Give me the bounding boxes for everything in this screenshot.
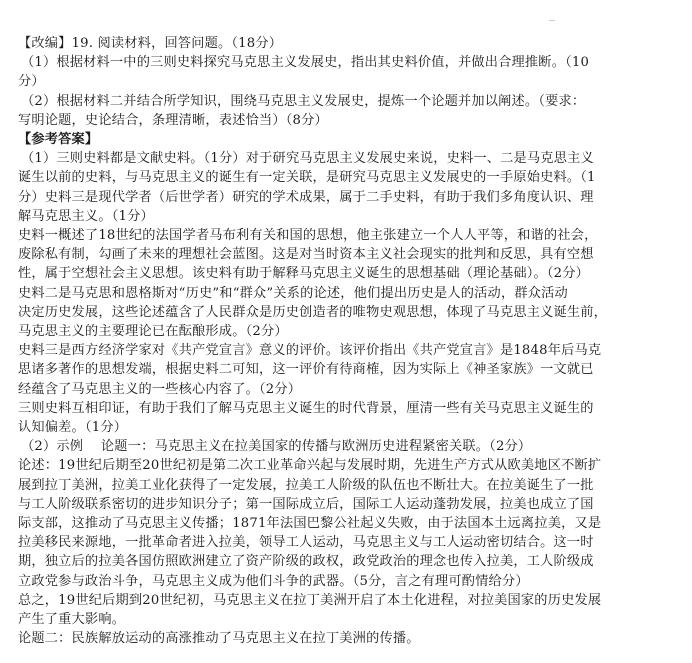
answer-line: 废除私有制，勾画了未来的理想社会蓝图。这是对当时资本主义社会现实的批判和反思，具有空想 [18, 247, 594, 263]
answer-line: 马克思主义的主要理论已在酝酿形成。（2分） [18, 324, 288, 340]
answer-line: 史料三是西方经济学家对《共产党宣言》意义的评价。该评价指出《共产党宣言》是1848年后马克 [18, 343, 602, 359]
answer-line: 诞生以前的史料，与马克思主义的诞生有一定关联，是研究马克思主义发展史的一手原始史料。（1 [18, 170, 596, 186]
answer-line: 三则史料互相印证，有助于我们了解马克思主义诞生的时代背景，厘清一些有关马克思主义诞生的 [18, 400, 594, 416]
answer-line: 际支部，这推动了马克思主义传播；1871年法国巴黎公社起义失败，由于法国本土远离拉美，又是 [18, 516, 602, 532]
answer-line: 展到拉丁美洲，拉美工业化获得了一定发展，拉美工人阶级的队伍也不断壮大。在拉美诞生了一批 [18, 477, 594, 493]
answer-line: 论题二：民族解放运动的高涨推动了马克思主义在拉丁美洲的传播。 [18, 631, 420, 647]
answer-line: 经蕴含了马克思主义的一些核心内容了。（2分） [18, 381, 302, 397]
question-part-2-cont: 写明论题，史论结合，条理清晰，表述恰当）（8分） [18, 112, 328, 128]
answer-line: 总之，19世纪后期到20世纪初，马克思主义在拉丁美洲开启了本土化进程，对拉美国家的历史发展 [18, 592, 602, 608]
answer-heading: 【参考答案】 [18, 132, 99, 148]
answer-line: 产生了重大影响。 [18, 612, 126, 628]
answer-line: 性，属于空想社会主义思想。该史料有助于解释马克思主义诞生的思想基础（理论基础）。（2分） [18, 266, 590, 282]
answer-line: （1）三则史料都是文献史料。（1分）对于研究马克思主义发展史来说，史料一、二是马克思主义 [21, 151, 594, 167]
answer-line: 期，独立后的拉美各国仿照欧洲建立了资产阶级的政权，政党政治的理念也传入拉美，工人阶级成 [18, 554, 594, 570]
answer-line: （2）示例 论题一：马克思主义在拉美国家的传播与欧洲历史进程紧密关联。（2分） [21, 439, 532, 455]
answer-line: 解马克思主义。（1分） [18, 208, 154, 224]
scan-mark [549, 20, 555, 21]
answer-line: 史料二是马克思和恩格斯对“历史”和“群众”关系的论述，他们提出历史是人的活动，群众活动 [18, 285, 568, 301]
answer-line: 论述：19世纪后期至20世纪初是第二次工业革命兴起与发展时期，先进生产方式从欧美地区不断扩 [18, 458, 602, 474]
answer-line: 思诸多著作的思想发端，根据史料二可知，这一评价有待商榷，因为实际上《神圣家族》一文就已 [18, 362, 594, 378]
answer-line: 认知偏差。（1分） [18, 420, 128, 436]
question-part-2: （2）根据材料二并结合所学知识，围绕马克思主义发展史，提炼一个论题并加以阐述。（要求： [21, 93, 586, 109]
question-part-1: （1）根据材料一中的三则史料探究马克思主义发展史，指出其史料价值，并做出合理推断。（10 [21, 55, 590, 71]
answer-line: 史料一概述了18世纪的法国学者马布利有关和国的思想，他主张建立一个人人平等，和谐的社会， [18, 228, 598, 244]
answer-line: 拉美移民来源地，一批革命者进入拉美，领导工人运动，马克思主义与工人运动密切结合。这一时 [18, 535, 594, 551]
answer-line: 决定历史发展，这些论述蕴含了人民群众是历史创造者的唯物史观思想，体现了马克思主义诞生前， [18, 304, 608, 320]
answer-line: 立政党参与政治斗争，马克思主义成为他们斗争的武器。（5分，言之有理可酌情给分） [18, 573, 529, 589]
question-header: 【改编】19. 阅读材料，回答问题。（18分） [18, 36, 283, 51]
answer-line: 与工人阶级联系密切的进步知识分子；第一国际成立后，国际工人运动蓬勃发展，拉美也成立了国 [18, 496, 594, 512]
question-part-1-cont: 分） [18, 74, 45, 90]
answer-line: 分）史料三是现代学者（后世学者）研究的学术成果，属于二手史料，有助于我们多角度认识、理 [18, 189, 594, 205]
